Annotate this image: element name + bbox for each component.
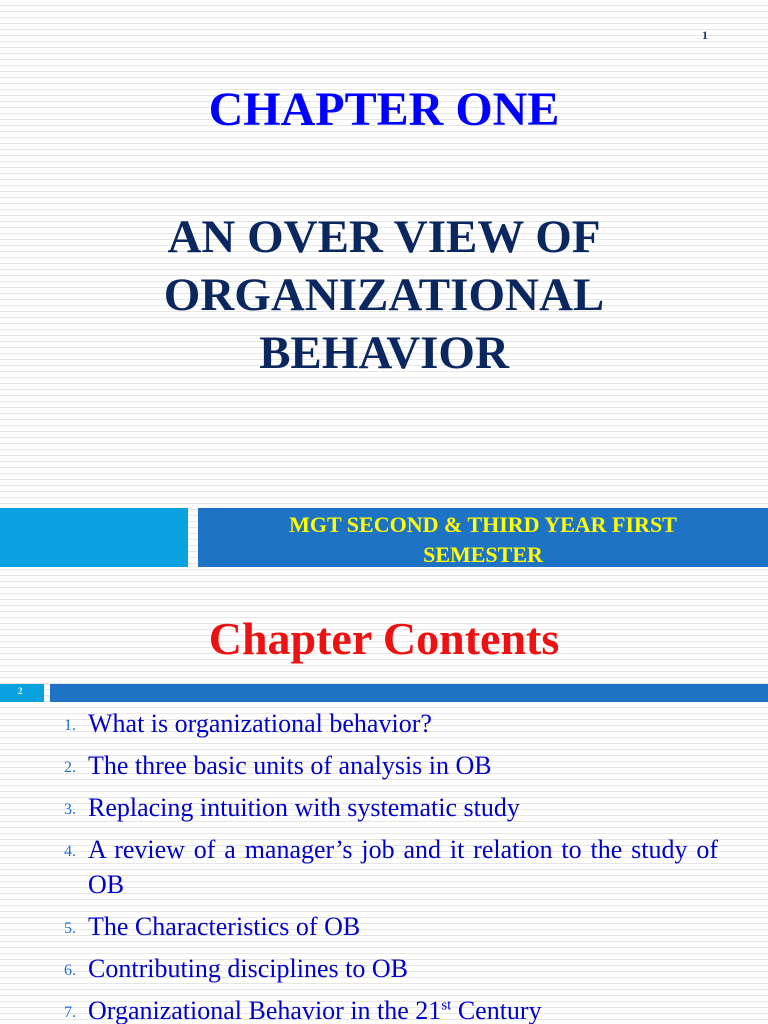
course-info-line: MGT SECOND & THIRD YEAR FIRST (289, 512, 677, 537)
list-item-text: What is organizational behavior? (88, 709, 432, 738)
list-item-text: Replacing intuition with systematic study (88, 793, 520, 822)
list-item-number: 4. (64, 843, 76, 860)
list-item-text-part: Century (451, 996, 542, 1024)
list-item-text (88, 996, 542, 1024)
list-item (64, 909, 718, 944)
ordinal-superscript: st (441, 997, 452, 1014)
chapter-heading: CHAPTER ONE (208, 83, 560, 136)
course-info-text (198, 510, 768, 570)
list-item-text: The Characteristics of OB (88, 912, 361, 941)
list-item-number: 5. (64, 920, 76, 937)
list-item-text: Contributing disciplines to OB (88, 954, 408, 983)
page-number: 2 (18, 686, 23, 696)
list-item-text: The three basic units of analysis in OB (88, 751, 492, 780)
list-item-number: 1. (64, 717, 76, 734)
list-item-number: 6. (64, 962, 76, 979)
chapter-title-line: ORGANIZATIONAL (163, 269, 605, 321)
list-item (64, 993, 718, 1024)
contents-heading: Chapter Contents (208, 613, 560, 664)
list-item-number: 7. (64, 1004, 76, 1021)
chapter-title-line: BEHAVIOR (259, 327, 509, 379)
chapter-title (0, 208, 768, 382)
list-item (64, 951, 718, 986)
list-item-text: A review of a manager’s job and it relation to the study of OB (88, 835, 718, 899)
list-item (64, 832, 718, 902)
chapter-title-line: AN OVER VIEW OF (167, 211, 601, 263)
contents-list (64, 706, 718, 1024)
list-item-text-part: Organizational Behavior in the 21 (88, 996, 442, 1024)
decorative-band-left (0, 508, 188, 567)
list-item-number: 3. (64, 801, 76, 818)
decorative-strip-right (50, 684, 768, 702)
list-item (64, 706, 718, 741)
list-item-number: 2. (64, 759, 76, 776)
list-item (64, 790, 718, 825)
course-info-line: SEMESTER (423, 542, 543, 567)
page-number: 1 (702, 28, 708, 42)
list-item (64, 748, 718, 783)
